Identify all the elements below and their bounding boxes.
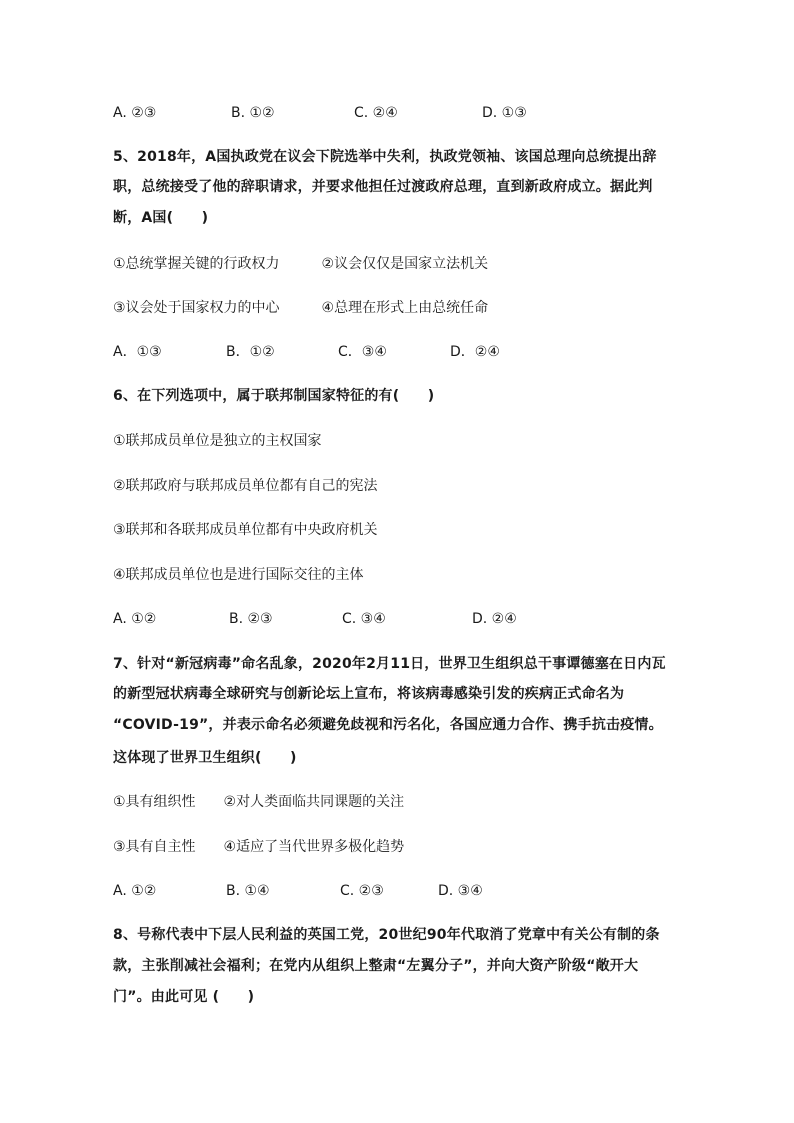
q8-stem-line-2: 款，主张削减社会福利；在党内从组织上整肃“左翼分子”，并向大资产阶级“敞开大 [113,958,639,974]
q4-option-b: B. ①② [231,105,275,121]
q6-statement-2: ②联邦政府与联邦成员单位都有自己的宪法 [113,478,378,494]
q5-stem-line-2: 职，总统接受了他的辞职请求，并要求他担任过渡政府总理，直到新政府成立。据此判 [113,179,653,195]
q4-option-c: C. ②④ [354,105,398,121]
q7-option-a: A. ①② [113,883,157,899]
q6-statement-1: ①联邦成员单位是独立的主权国家 [113,433,322,449]
q6-stem-line-1: 6、在下列选项中，属于联邦制国家特征的有( ) [113,388,435,404]
q4-options [113,103,673,123]
q7-statement-1: ①具有组织性 ②对人类面临共同课题的关注 [113,794,405,810]
q5-option-b: B．①② [226,344,275,360]
q5-options [113,342,673,362]
q6-statement-4: ④联邦成员单位也是进行国际交往的主体 [113,567,364,583]
q5-statement-1: ①总统掌握关键的行政权力 ②议会仅仅是国家立法机关 [113,256,489,272]
q7-stem-line-1: 7、针对“新冠病毒”命名乱象，2020年2月11日，世界卫生组织总干事谭德塞在日内瓦 [113,656,666,672]
q7-stem-line-4: 这体现了世界卫生组织( ) [113,750,297,766]
q8-stem-line-3: 门”。由此可见 ( ) [113,989,255,1005]
q5-statement-2: ③议会处于国家权力的中心 ④总理在形式上由总统任命 [113,300,489,316]
q4-option-d: D. ①③ [482,105,527,121]
q6-option-b: B. ②③ [229,611,273,627]
q5-option-a: A．①③ [113,344,162,360]
q5-stem-line-3: 断，A国( ) [113,210,209,226]
q6-option-a: A. ①② [113,611,157,627]
q8-stem-line-1: 8、号称代表中下层人民利益的英国工党，20世纪90年代取消了党章中有关公有制的条 [113,927,660,943]
q7-option-c: C. ②③ [340,883,384,899]
q6-options [113,609,673,629]
q6-option-c: C. ③④ [342,611,386,627]
q7-statement-2: ③具有自主性 ④适应了当代世界多极化趋势 [113,839,405,855]
q5-stem-line-1: 5、2018年，A国执政党在议会下院选举中失利，执政党领袖、该国总理向总统提出辞 [113,149,657,165]
q7-stem-line-3: “COVID-19”，并表示命名必须避免歧视和污名化，各国应通力合作、携手抗击疫情。 [113,717,663,733]
q6-statement-3: ③联邦和各联邦成员单位都有中央政府机关 [113,522,378,538]
q6-option-d: D. ②④ [472,611,517,627]
q5-option-c: C．③④ [338,344,387,360]
q7-option-b: B. ①④ [226,883,270,899]
q7-stem-line-2: 的新型冠状病毒全球研究与创新论坛上宣布，将该病毒感染引发的疾病正式命名为 [113,686,625,702]
q5-option-d: D．②④ [450,344,500,360]
q7-option-d: D. ③④ [438,883,483,899]
q7-options [113,881,673,901]
q4-option-a: A. ②③ [113,105,157,121]
